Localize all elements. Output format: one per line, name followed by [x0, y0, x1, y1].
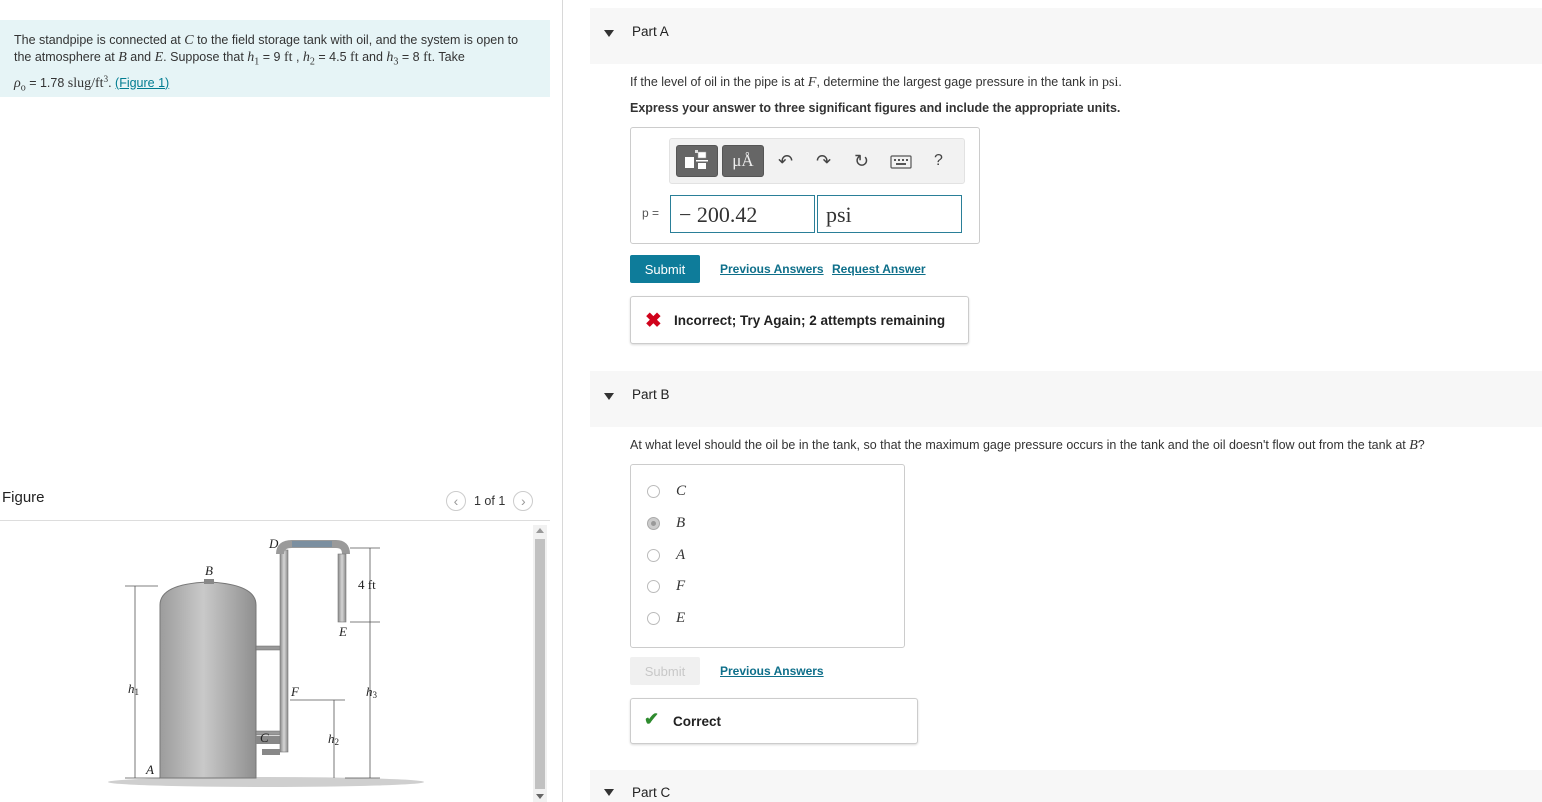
template-icon: [677, 146, 717, 176]
figure-label-h2: h2: [328, 731, 339, 747]
part-b-submit-button: Submit: [630, 657, 700, 685]
part-a-title: Part A: [632, 24, 669, 39]
radio-e[interactable]: [647, 612, 660, 625]
choice-c[interactable]: C: [647, 481, 686, 501]
part-b-question: At what level should the oil be in the tank, so that the maximum gage pressure occurs in the tank and the oil doesn't flow out from the tank at B?: [630, 438, 1425, 453]
problem-statement: The standpipe is connected at C to the field storage tank with oil, and the system is open to the atmosphere at B and E. Suppose that $h_1 = 9$ ft , $h_2 = 4.5$ ft and $h_3 = 8$ ft. Take $\rho_o = 1.78$ slug/$ft^3$. (Figure 1): [0, 20, 550, 97]
part-a-submit-button[interactable]: Submit: [630, 255, 700, 283]
units-input[interactable]: psi: [817, 195, 962, 233]
scroll-thumb[interactable]: [535, 539, 545, 789]
part-c-header[interactable]: [590, 770, 1542, 802]
ground: [108, 777, 424, 787]
previous-figure-button[interactable]: [446, 491, 466, 511]
figure-label-f: F: [291, 684, 299, 699]
figure-pager: [446, 490, 533, 512]
figure-label-c: C: [260, 730, 269, 745]
radio-a[interactable]: [647, 549, 660, 562]
part-b-previous-answers-link[interactable]: Previous Answers: [720, 664, 824, 678]
choice-e[interactable]: E: [647, 608, 685, 628]
figure-label-e: E: [339, 624, 347, 639]
radio-f[interactable]: [647, 580, 660, 593]
part-b-feedback-text: Correct: [673, 714, 722, 729]
part-b-title: Part B: [632, 387, 670, 402]
part-a-feedback-text: Incorrect; Try Again; 2 attempts remaining: [674, 313, 946, 328]
part-c-title: Part C: [632, 785, 671, 800]
value-input[interactable]: − 200.42: [670, 195, 815, 233]
undo-icon[interactable]: ↶: [778, 151, 794, 171]
tank-bracket-upper: [256, 646, 282, 650]
figure-label-h1: h1: [128, 681, 139, 697]
figure-label-d: D: [269, 536, 279, 551]
check-icon: ✔: [644, 709, 660, 729]
standpipe: [280, 550, 288, 752]
figure-label-h3: h3: [366, 684, 377, 700]
scroll-down-icon[interactable]: [536, 794, 544, 799]
part-a-question: If the level of oil in the pipe is at F, determine the largest gage pressure in the tank in psi.: [630, 75, 1122, 90]
p-label: p =: [642, 206, 660, 220]
units-button[interactable]: μÅ: [722, 145, 764, 177]
tank-vent: [204, 579, 214, 584]
left-panel: [0, 0, 562, 802]
standpipe-tank-figure: [0, 528, 530, 802]
choice-f[interactable]: F: [647, 576, 685, 596]
redo-icon[interactable]: ↷: [816, 151, 832, 171]
scroll-up-icon[interactable]: [536, 528, 544, 533]
part-a-header[interactable]: [590, 8, 1542, 64]
radio-c[interactable]: [647, 485, 660, 498]
storage-tank: [160, 582, 256, 778]
incorrect-x-icon: ✖: [645, 310, 662, 332]
panel-divider: [562, 0, 563, 802]
templates-button[interactable]: [676, 145, 718, 177]
chevron-left-icon: ‹: [453, 493, 459, 509]
radio-b-selected[interactable]: [647, 517, 660, 530]
reset-icon[interactable]: ↻: [854, 151, 870, 171]
part-a-previous-answers-link[interactable]: Previous Answers: [720, 262, 824, 276]
math-toolbar: [669, 138, 965, 184]
keyboard-icon[interactable]: [890, 155, 912, 169]
figure-page-count: 1 of 1: [474, 494, 506, 508]
figure-label-4ft: 4 ft: [358, 577, 376, 592]
figure-divider: [0, 520, 550, 521]
part-b-choices: [630, 464, 905, 648]
part-b-header[interactable]: [590, 371, 1542, 427]
next-figure-button[interactable]: [513, 491, 533, 511]
pipe-top: [292, 541, 332, 547]
collapse-triangle-icon[interactable]: [604, 789, 614, 796]
part-a-answer-box: [630, 127, 980, 244]
help-icon[interactable]: ?: [934, 152, 943, 169]
figure-heading: Figure: [2, 489, 45, 506]
request-answer-link[interactable]: Request Answer: [832, 262, 926, 276]
part-a-feedback: [630, 296, 969, 344]
figure-label-b: B: [205, 563, 213, 578]
chevron-right-icon: ›: [520, 493, 526, 509]
part-b-feedback: [630, 698, 918, 744]
outlet-pipe: [338, 554, 346, 622]
collapse-triangle-icon[interactable]: [604, 393, 614, 400]
part-a-instruction: Express your answer to three significant figures and include the appropriate units.: [630, 101, 1121, 115]
choice-b[interactable]: B: [647, 513, 685, 533]
figure-scrollbar[interactable]: [533, 525, 547, 802]
figure-link[interactable]: (Figure 1): [115, 75, 170, 90]
choice-a[interactable]: A: [647, 545, 685, 565]
collapse-triangle-icon[interactable]: [604, 30, 614, 37]
figure-label-a: A: [146, 762, 154, 777]
